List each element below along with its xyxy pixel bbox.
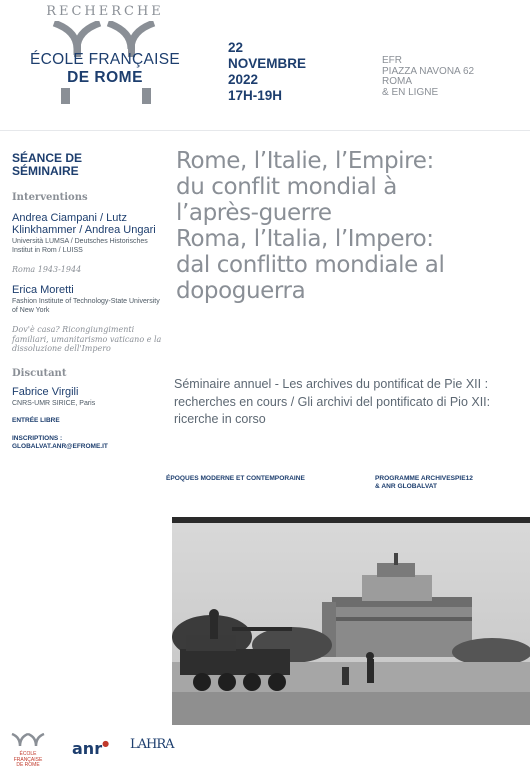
logo-recherche: RECHERCHE [46,4,164,19]
place-line-4: & EN LIGNE [382,86,439,98]
footer-arches-icon [11,733,45,747]
seance-label [12,152,167,178]
talk-1-title: Roma 1943-1944 [12,265,82,274]
title-it-2: dal conflitto mondiale al [176,252,445,278]
photo-castel-sant-angelo [172,517,530,725]
seance-line-1: SÉANCE DE [12,151,83,165]
event-place [382,56,474,98]
anr-text: anr [72,739,103,758]
date-year: 2022 [228,72,259,87]
footer-logos [0,725,530,772]
place-line-2: PIAZZA NAVONA 62 [382,65,475,77]
seance-line-2: SÉMINAIRE [12,164,79,178]
date-day: 22 [228,40,244,55]
discutant-name: Fabrice Virgili [12,385,79,398]
title-fr-2: du conflit mondial à [176,174,397,200]
talk-2-title: Dov'è casa? Ricongiungimenti familiari, umanitarismo vaticano e la dissoluzione dell'Impero [12,325,162,353]
inscriptions-email[interactable]: GLOBALVAT.ANR@EFROME.IT [12,442,108,450]
place-line-3: ROMA [382,76,412,87]
footer-anr-logo [72,739,109,758]
footer-efr-line-1: ÉCOLE FRANÇAISE [13,751,43,763]
tag-epoques: ÉPOQUES MODERNE ET CONTEMPORAINE [166,475,305,482]
seminar-subtitle: Séminaire annuel - Les archives du pontificat de Pie XII : recherches en cours / Gli archivi del pontificato di Pio XII: ricerche in corso [174,377,491,426]
discutant-heading: Discutant [12,367,67,379]
speaker-2-affiliation: Fashion Institute of Technology-State University of New York [12,298,160,314]
program-column [12,152,167,451]
logo-line-2: DE ROME [67,69,143,86]
seminar-title [176,148,521,304]
speaker-2: Erica Moretti [12,283,74,296]
anr-dot-icon: ● [102,739,110,748]
logo-line-1: ÉCOLE FRANÇAISE [29,51,181,68]
title-fr-3: l’après-guerre [176,200,332,226]
speakers-1: Andrea Ciampani / Lutz Klinkhammer / Andrea Ungari [12,212,156,236]
tag-programme-line-1: PROGRAMME ARCHIVESPIE12 [375,475,473,482]
footer-efr-line-2: DE ROME [16,762,40,768]
tag-programme [375,475,473,491]
discutant-affiliation: CNRS-UMR SIRICE, Paris [12,400,96,407]
event-date [228,40,306,104]
interventions-heading: Interventions [12,192,88,203]
efr-logo [20,4,190,104]
tag-programme-line-2: & ANR GLOBALVAT [375,483,438,490]
entree-libre: ENTRÉE LIBRE [12,416,60,424]
footer-lahra-logo: LAHRA [130,737,174,752]
title-it-1: Roma, l’Italia, l’Impero: [176,226,434,252]
header-divider [0,130,530,131]
title-it-3: dopoguerra [176,278,306,304]
date-month: NOVEMBRE [228,56,307,71]
inscriptions-label: INSCRIPTIONS : [12,434,63,442]
footer-efr-logo [6,733,50,769]
place-line-1: EFR [382,55,402,66]
event-time: 17H-19H [228,88,283,103]
title-fr-1: Rome, l’Italie, l’Empire: [176,148,434,174]
logo-pillars-icon [50,88,160,104]
speakers-1-affiliation: Università LUMSA / Deutsches Historisches Institut in Rom / LUISS [12,238,148,254]
historical-photo [172,517,530,725]
